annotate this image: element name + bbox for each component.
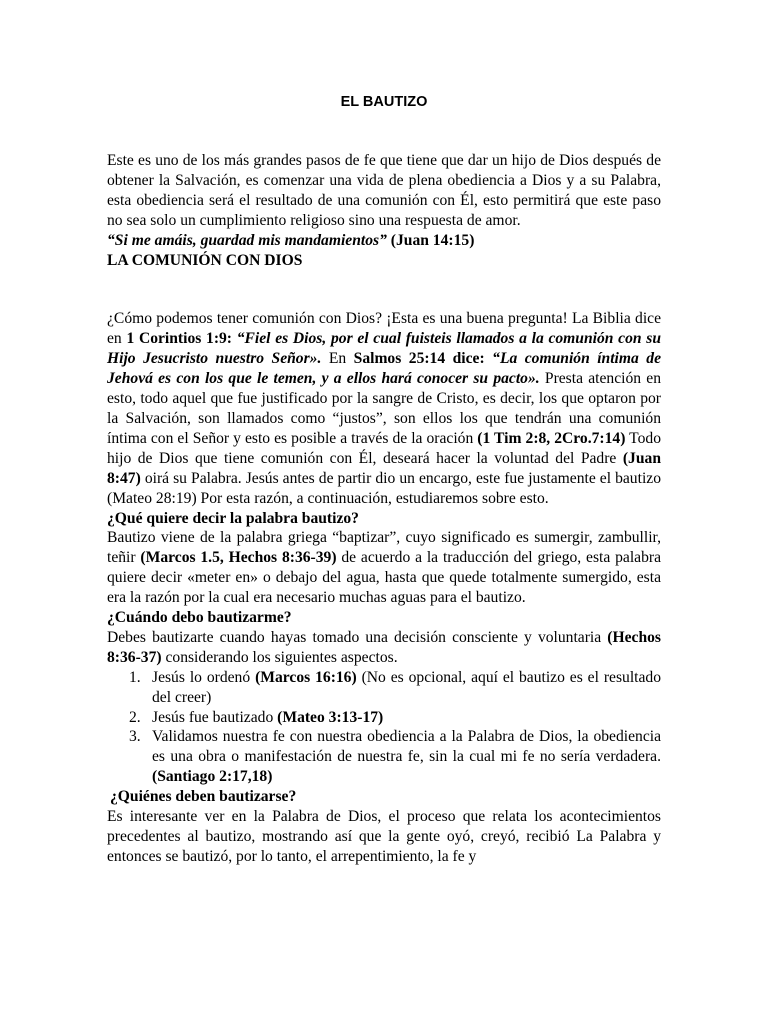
spacer <box>107 270 661 309</box>
intro-quote: “Si me amáis, guardad mis mandamientos” (Juan 14:15) <box>107 231 475 249</box>
comunion-paragraph: ¿Cómo podemos tener comunión con Dios? ¡Esta es una buena pregunta! La Biblia dice en 1 Corintios 1:9: “Fiel es Dios, por el cual fuisteis llamados a la comunión con su Hijo Jesucristo nuestro Señor». En Salmos 25:14 dice: “La comunión íntima de Jehová es con los que le temen, y a ellos hará conocer su pacto». Presta atención en esto, todo aquel que fue justificado por la sangre de Cristo, es decir, los que optaron por la Salvación, son llamados como “justos”, son ellos los que tendrán una comunión íntima con el Señor y esto es posible a través de la oración (1 Tim 2:8, 2Cro.7:14) Todo hijo de Dios que tiene comunión con Él, deseará hacer la voluntad del Padre (Juan 8:47) oirá su Palabra. Jesús antes de partir dio un encargo, este fue justamente el bautizo (Mateo 28:19) Por esta razón, a continuación, estudiaremos sobre esto. <box>107 310 662 507</box>
section-heading-cuando: ¿Cuándo debo bautizarme? <box>107 609 292 627</box>
intro-paragraph: Este es uno de los más grandes pasos de fe que tiene que dar un hijo de Dios después de obtener la Salvación, es comenzar una vida de plena obediencia a Dios y a su Palabra, esta obediencia será el resultado de una comunión con Él, esto permitirá que este paso no sea solo un cumplimiento religioso sino una respuesta de amor. <box>107 152 661 229</box>
cuando-paragraph: Debes bautizarte cuando hayas tomado una decisión consciente y voluntaria (Hechos 8:36-37) considerando los siguientes aspectos. <box>107 628 661 666</box>
quienes-paragraph: Es interesante ver en la Palabra de Dios, el proceso que relata los acontecimientos precedentes al bautizo, mostrando así que la gente oyó, creyó, recibió La Palabra y entonces se bautizó, por lo tanto, el arrepentimiento, la fe y <box>107 808 661 865</box>
list-item: 1. Jesús lo ordenó (Marcos 16:16) (No es opcional, aquí el bautizo es el resultado del creer) <box>129 668 661 706</box>
list-item: 3. Validamos nuestra fe con nuestra obediencia a la Palabra de Dios, la obediencia es una obra o manifestación de nuestra fe, sin la cual mi fe no sería verdadera. (Santiago 2:17,18) <box>129 728 661 786</box>
bautizo-paragraph: Bautizo viene de la palabra griega “baptizar”, cuyo significado es sumergir, zambullir, teñir (Marcos 1.5, Hechos 8:36-39) de acuerdo a la traducción del griego, esta palabra quiere decir «meter en» o debajo del agua, hasta que quede totalmente sumergido, esta era la razón por la cual era necesario muchas aguas para el bautizo. <box>107 529 661 607</box>
section-heading-bautizo: ¿Qué quiere decir la palabra bautizo? <box>107 509 359 527</box>
aspects-list <box>107 668 661 787</box>
document-title: EL BAUTIZO <box>340 94 428 110</box>
document-body <box>107 151 661 867</box>
section-heading-comunion: LA COMUNIÓN CON DIOS <box>107 251 303 269</box>
section-heading-quienes: ¿Quiénes deben bautizarse? <box>110 788 297 806</box>
list-item: 2. Jesús fue bautizado (Mateo 3:13-17) <box>129 708 384 726</box>
